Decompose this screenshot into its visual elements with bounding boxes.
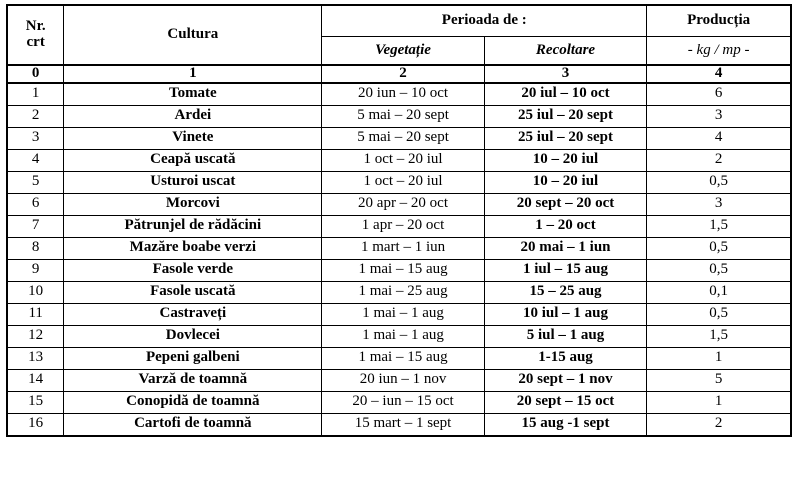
cell-productie: 1,5 — [647, 215, 791, 237]
cell-nr: 13 — [7, 347, 64, 369]
cell-vegetatie: 1 mai – 1 aug — [322, 303, 484, 325]
cell-nr: 4 — [7, 149, 64, 171]
cell-productie: 0,5 — [647, 237, 791, 259]
cell-recoltare: 10 – 20 iul — [484, 149, 646, 171]
cell-productie: 4 — [647, 127, 791, 149]
cell-recoltare: 25 iul – 20 sept — [484, 127, 646, 149]
cell-cultura: Pătrunjel de rădăcini — [64, 215, 322, 237]
cell-recoltare: 20 sept – 15 oct — [484, 391, 646, 413]
table-row — [7, 83, 791, 106]
cell-nr: 15 — [7, 391, 64, 413]
cell-productie: 0,5 — [647, 303, 791, 325]
table-row — [7, 259, 791, 281]
cell-cultura: Fasole verde — [64, 259, 322, 281]
cell-nr: 12 — [7, 325, 64, 347]
table-row — [7, 369, 791, 391]
document-page — [0, 4, 800, 489]
cell-vegetatie: 1 mai – 15 aug — [322, 259, 484, 281]
cell-productie: 1 — [647, 347, 791, 369]
cell-nr: 2 — [7, 105, 64, 127]
header-row-main — [7, 5, 791, 37]
crop-schedule-table — [6, 4, 792, 437]
cell-cultura: Pepeni galbeni — [64, 347, 322, 369]
cell-cultura: Castraveți — [64, 303, 322, 325]
cell-nr: 10 — [7, 281, 64, 303]
cell-vegetatie: 20 iun – 10 oct — [322, 83, 484, 106]
header-nr-line1: Nr. — [25, 18, 46, 35]
header-productie-unit: - kg / mp - — [647, 37, 791, 66]
cell-vegetatie: 1 oct – 20 iul — [322, 171, 484, 193]
cell-cultura: Dovlecei — [64, 325, 322, 347]
cell-vegetatie: 1 mai – 25 aug — [322, 281, 484, 303]
cell-cultura: Ceapă uscată — [64, 149, 322, 171]
cell-recoltare: 10 iul – 1 aug — [484, 303, 646, 325]
cell-recoltare: 1-15 aug — [484, 347, 646, 369]
cell-recoltare: 20 mai – 1 iun — [484, 237, 646, 259]
cell-cultura: Fasole uscată — [64, 281, 322, 303]
cell-productie: 3 — [647, 193, 791, 215]
cell-nr: 7 — [7, 215, 64, 237]
cell-vegetatie: 1 mai – 1 aug — [322, 325, 484, 347]
cell-vegetatie: 1 oct – 20 iul — [322, 149, 484, 171]
cell-recoltare: 20 sept – 20 oct — [484, 193, 646, 215]
header-cultura: Cultura — [64, 5, 322, 65]
cell-vegetatie: 1 mart – 1 iun — [322, 237, 484, 259]
table-row — [7, 325, 791, 347]
cell-nr: 14 — [7, 369, 64, 391]
cell-productie: 6 — [647, 83, 791, 106]
header-recoltare: Recoltare — [484, 37, 646, 66]
cell-nr: 16 — [7, 413, 64, 436]
column-number-2: 2 — [322, 65, 484, 83]
table-row — [7, 171, 791, 193]
cell-nr: 5 — [7, 171, 64, 193]
cell-recoltare: 10 – 20 iul — [484, 171, 646, 193]
cell-recoltare: 15 – 25 aug — [484, 281, 646, 303]
cell-productie: 3 — [647, 105, 791, 127]
cell-productie: 2 — [647, 149, 791, 171]
cell-cultura: Vinete — [64, 127, 322, 149]
table-row — [7, 237, 791, 259]
cell-nr: 9 — [7, 259, 64, 281]
cell-recoltare: 25 iul – 20 sept — [484, 105, 646, 127]
cell-productie: 1 — [647, 391, 791, 413]
cell-vegetatie: 5 mai – 20 sept — [322, 105, 484, 127]
cell-nr: 11 — [7, 303, 64, 325]
cell-productie: 2 — [647, 413, 791, 436]
header-nr-line2: crt — [26, 34, 45, 50]
cell-productie: 0,5 — [647, 259, 791, 281]
cell-nr: 1 — [7, 83, 64, 106]
table-row — [7, 413, 791, 436]
header-row-column-numbers — [7, 65, 791, 83]
cell-productie: 1,5 — [647, 325, 791, 347]
cell-recoltare: 1 – 20 oct — [484, 215, 646, 237]
cell-recoltare: 20 iul – 10 oct — [484, 83, 646, 106]
cell-vegetatie: 20 – iun – 15 oct — [322, 391, 484, 413]
cell-cultura: Mazăre boabe verzi — [64, 237, 322, 259]
table-row — [7, 281, 791, 303]
cell-cultura: Morcovi — [64, 193, 322, 215]
column-number-4: 4 — [647, 65, 791, 83]
cell-vegetatie: 5 mai – 20 sept — [322, 127, 484, 149]
table-row — [7, 391, 791, 413]
header-nr-crt — [7, 5, 64, 65]
cell-cultura: Varză de toamnă — [64, 369, 322, 391]
cell-productie: 0,1 — [647, 281, 791, 303]
header-productie: Producția — [647, 5, 791, 37]
column-number-1: 1 — [64, 65, 322, 83]
cell-nr: 3 — [7, 127, 64, 149]
cell-cultura: Ardei — [64, 105, 322, 127]
column-number-3: 3 — [484, 65, 646, 83]
cell-cultura: Conopidă de toamnă — [64, 391, 322, 413]
cell-nr: 6 — [7, 193, 64, 215]
table-row — [7, 215, 791, 237]
header-vegetatie: Vegetație — [322, 37, 484, 66]
cell-recoltare: 1 iul – 15 aug — [484, 259, 646, 281]
table-row — [7, 105, 791, 127]
cell-vegetatie: 15 mart – 1 sept — [322, 413, 484, 436]
cell-cultura: Cartofi de toamnă — [64, 413, 322, 436]
cell-vegetatie: 20 iun – 1 nov — [322, 369, 484, 391]
table-row — [7, 347, 791, 369]
cell-recoltare: 20 sept – 1 nov — [484, 369, 646, 391]
table-row — [7, 303, 791, 325]
cell-cultura: Tomate — [64, 83, 322, 106]
cell-productie: 0,5 — [647, 171, 791, 193]
column-number-0: 0 — [7, 65, 64, 83]
table-row — [7, 193, 791, 215]
header-perioada: Perioada de : — [322, 5, 647, 37]
cell-recoltare: 5 iul – 1 aug — [484, 325, 646, 347]
cell-vegetatie: 1 apr – 20 oct — [322, 215, 484, 237]
table-body — [7, 83, 791, 436]
cell-cultura: Usturoi uscat — [64, 171, 322, 193]
cell-productie: 5 — [647, 369, 791, 391]
table-row — [7, 149, 791, 171]
cell-vegetatie: 20 apr – 20 oct — [322, 193, 484, 215]
table-header — [7, 5, 791, 83]
table-row — [7, 127, 791, 149]
cell-recoltare: 15 aug -1 sept — [484, 413, 646, 436]
cell-nr: 8 — [7, 237, 64, 259]
cell-vegetatie: 1 mai – 15 aug — [322, 347, 484, 369]
